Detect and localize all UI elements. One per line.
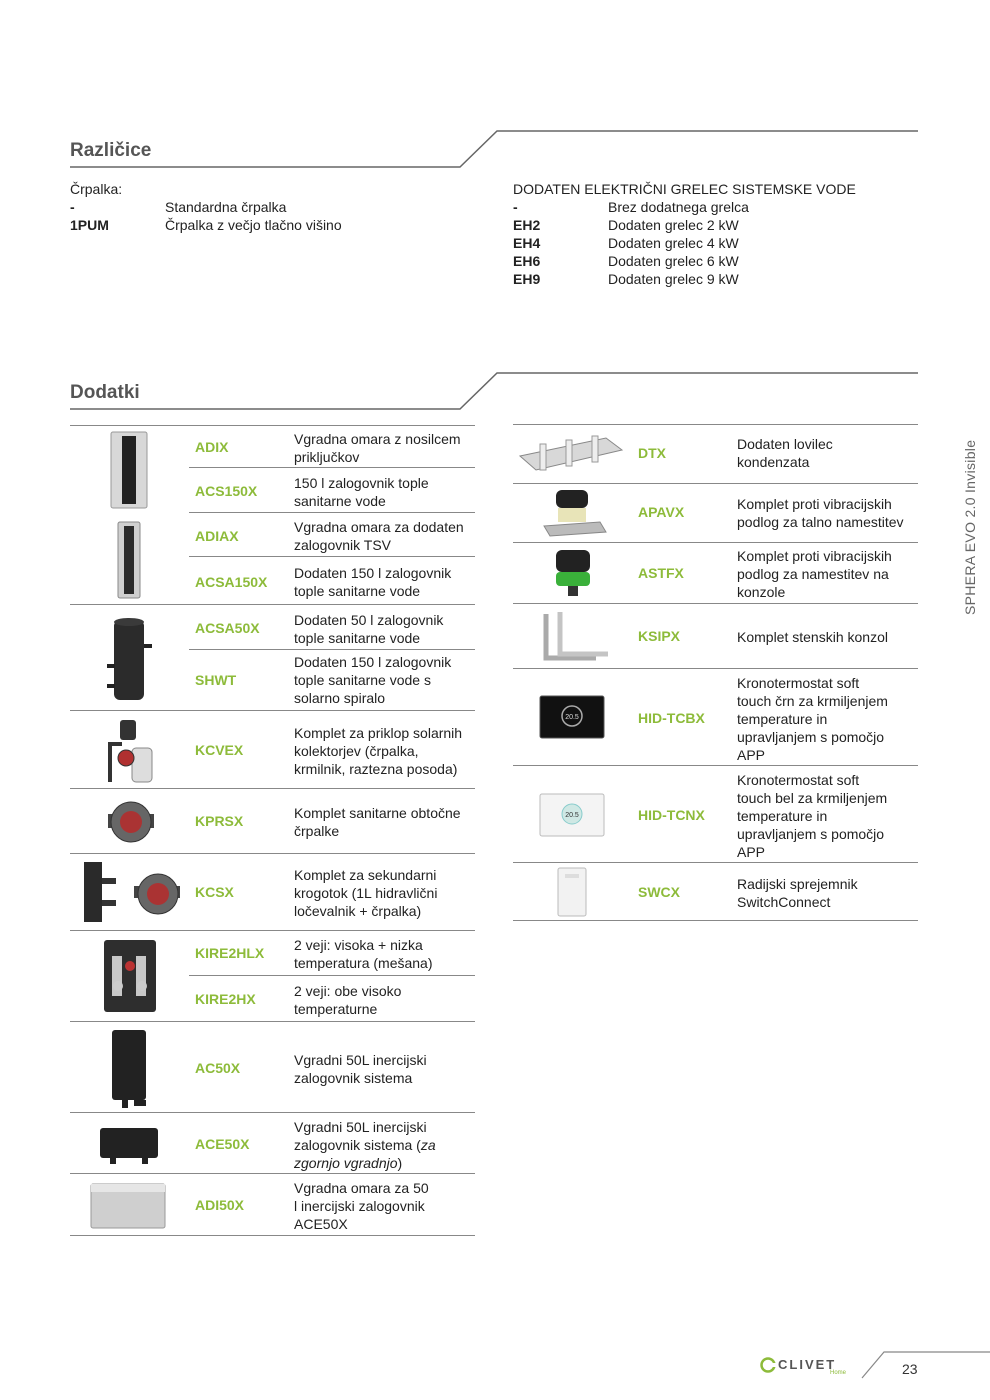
heater-desc: Dodaten grelec 2 kW — [608, 217, 739, 233]
accessory-code: HID-TCBX — [638, 710, 705, 726]
pump-image — [106, 796, 156, 848]
heater-desc: Dodaten grelec 4 kW — [608, 235, 739, 251]
row-divider — [513, 542, 918, 543]
row-divider — [70, 1112, 475, 1113]
white-thermostat-image — [538, 792, 606, 840]
row-divider — [70, 1235, 475, 1236]
accessory-desc: Vgradni 50L inercijski zalogovnik sistema (za zgornjo vgradnjo) — [294, 1119, 436, 1171]
row-divider — [513, 862, 918, 863]
accessory-code: ADIAX — [195, 528, 239, 544]
accessory-code: KCSX — [195, 884, 234, 900]
accessory-code: KSIPX — [638, 628, 681, 644]
separator-pump-image — [78, 858, 182, 926]
clivet-logo — [760, 1356, 850, 1378]
row-divider — [513, 603, 918, 604]
accessory-desc: Komplet sanitarne obtočne črpalke — [294, 805, 461, 839]
pump-label: Črpalka: — [70, 181, 123, 197]
accessory-desc: 150 l zalogovnik tople sanitarne vode — [294, 475, 429, 509]
accessory-code: ASTFX — [638, 565, 684, 581]
thermostat-display: 20.5 — [565, 714, 579, 721]
row-divider — [70, 710, 475, 711]
bracket-antivibration-image — [548, 546, 598, 600]
logo-sub: Home — [830, 1370, 847, 1376]
accessory-code: ACSA150X — [195, 574, 268, 590]
accessory-code: SHWT — [195, 672, 237, 688]
accessory-code: ADIX — [195, 439, 229, 455]
logo-mark-icon — [760, 1357, 776, 1373]
pump-desc: Črpalka z večjo tlačno višino — [165, 217, 342, 233]
adix-cabinet-image — [108, 430, 150, 510]
accessory-desc: Komplet proti vibracijskih podlog za talno namestitev — [737, 496, 904, 530]
accessory-code: KIRE2HX — [195, 991, 256, 1007]
accessory-desc: Dodaten 150 l zalogovnik tople sanitarne vode s solarno spiralo — [294, 654, 452, 706]
tank-image — [104, 614, 154, 706]
accessory-desc: Komplet za sekundarni krogotok (1L hidravlični ločevalnik + črpalka) — [294, 867, 438, 919]
accessory-desc: Komplet proti vibracijskih podlog za namestitev na konzole — [737, 548, 892, 600]
heater-code: - — [513, 199, 518, 215]
accessory-desc: 2 veji: visoka + nizka temperatura (mešana) — [294, 937, 433, 971]
row-divider — [70, 604, 475, 605]
accessory-code: KCVEX — [195, 742, 244, 758]
accessory-desc: Dodaten 50 l zalogovnik tople sanitarne vode — [294, 612, 444, 646]
accessory-desc: Dodaten lovilec kondenzata — [737, 436, 833, 470]
row-divider — [189, 975, 475, 976]
radio-receiver-image — [554, 866, 590, 918]
heater-code: EH2 — [513, 217, 541, 233]
accessories-title: Dodatki — [70, 382, 140, 403]
row-divider — [189, 556, 475, 557]
black-thermostat-image — [538, 694, 606, 742]
accessory-code: KPRSX — [195, 813, 244, 829]
accessory-desc: Vgradna omara za 50 l inercijski zalogovnik ACE50X — [294, 1180, 429, 1232]
row-divider — [513, 424, 918, 425]
row-divider — [189, 649, 475, 650]
row-divider — [70, 1021, 475, 1022]
heater-code: EH6 — [513, 253, 541, 269]
heater-code: EH9 — [513, 271, 541, 287]
accessory-code: DTX — [638, 445, 666, 461]
adi50x-cabinet-image — [88, 1180, 168, 1232]
row-divider — [70, 930, 475, 931]
row-divider — [513, 668, 918, 669]
accessory-desc: Komplet za priklop solarnih kolektorjev (črpalka, krmilnik, raztezna posoda) — [294, 725, 463, 777]
accessory-code: ACSA50X — [195, 620, 260, 636]
row-divider — [189, 467, 475, 468]
inertial-tank-image — [104, 1026, 154, 1110]
accessory-desc: Dodaten 150 l zalogovnik tople sanitarne vode — [294, 565, 452, 599]
solar-kit-image — [102, 714, 158, 786]
accessory-code: AC50X — [195, 1060, 241, 1076]
top-tank-image — [96, 1122, 162, 1166]
accessory-code: SWCX — [638, 884, 680, 900]
row-divider — [70, 425, 475, 426]
heater-desc: Brez dodatnega grelca — [608, 199, 749, 215]
variants-title: Različice — [70, 140, 152, 161]
thermostat-display: 20.5 — [565, 812, 579, 819]
heater-desc: Dodaten grelec 9 kW — [608, 271, 739, 287]
accessory-desc: Komplet stenskih konzol — [737, 629, 888, 645]
pump-code: - — [70, 199, 75, 215]
heater-label: DODATEN ELEKTRIČNI GRELEC SISTEMSKE VODE — [513, 181, 856, 197]
accessory-code: ACS150X — [195, 483, 258, 499]
accessory-code: ACE50X — [195, 1136, 250, 1152]
accessory-code: APAVX — [638, 504, 685, 520]
wall-brackets-image — [536, 608, 612, 666]
row-divider — [513, 765, 918, 766]
page-number: 23 — [902, 1361, 918, 1377]
side-product-label: SPHERA EVO 2.0 Invisible — [962, 439, 978, 615]
accessory-desc: Kronotermostat soft touch črn za krmiljenjem temperature in upravljanjem s pomočjo APP — [737, 675, 888, 763]
accessory-desc: Vgradni 50L inercijski zalogovnik sistema — [294, 1052, 427, 1086]
accessory-code: ADI50X — [195, 1197, 245, 1213]
heater-desc: Dodaten grelec 6 kW — [608, 253, 739, 269]
row-divider — [513, 483, 918, 484]
row-divider — [513, 920, 918, 921]
pump-code: 1PUM — [70, 217, 109, 233]
accessory-desc: Radijski sprejemnik SwitchConnect — [737, 876, 858, 910]
pump-desc: Standardna črpalka — [165, 199, 287, 215]
floor-antivibration-image — [540, 486, 610, 540]
row-divider — [189, 512, 475, 513]
condensate-tray-image — [516, 428, 626, 478]
row-divider — [70, 788, 475, 789]
accessory-desc: Vgradna omara za dodaten zalogovnik TSV — [294, 519, 464, 553]
mixing-kit-image — [100, 936, 160, 1016]
logo-brand: CLIVET — [778, 1357, 837, 1372]
row-divider — [70, 853, 475, 854]
accessory-desc: 2 veji: obe visoko temperaturne — [294, 983, 402, 1017]
accessory-code: KIRE2HLX — [195, 945, 265, 961]
adiax-cabinet-image — [116, 520, 142, 600]
heater-code: EH4 — [513, 235, 541, 251]
accessory-code: HID-TCNX — [638, 807, 705, 823]
accessory-desc: Vgradna omara z nosilcem priključkov — [294, 431, 461, 465]
row-divider — [70, 1173, 475, 1174]
accessory-desc: Kronotermostat soft touch bel za krmiljenjem temperature in upravljanjem s pomočjo APP — [737, 772, 888, 860]
